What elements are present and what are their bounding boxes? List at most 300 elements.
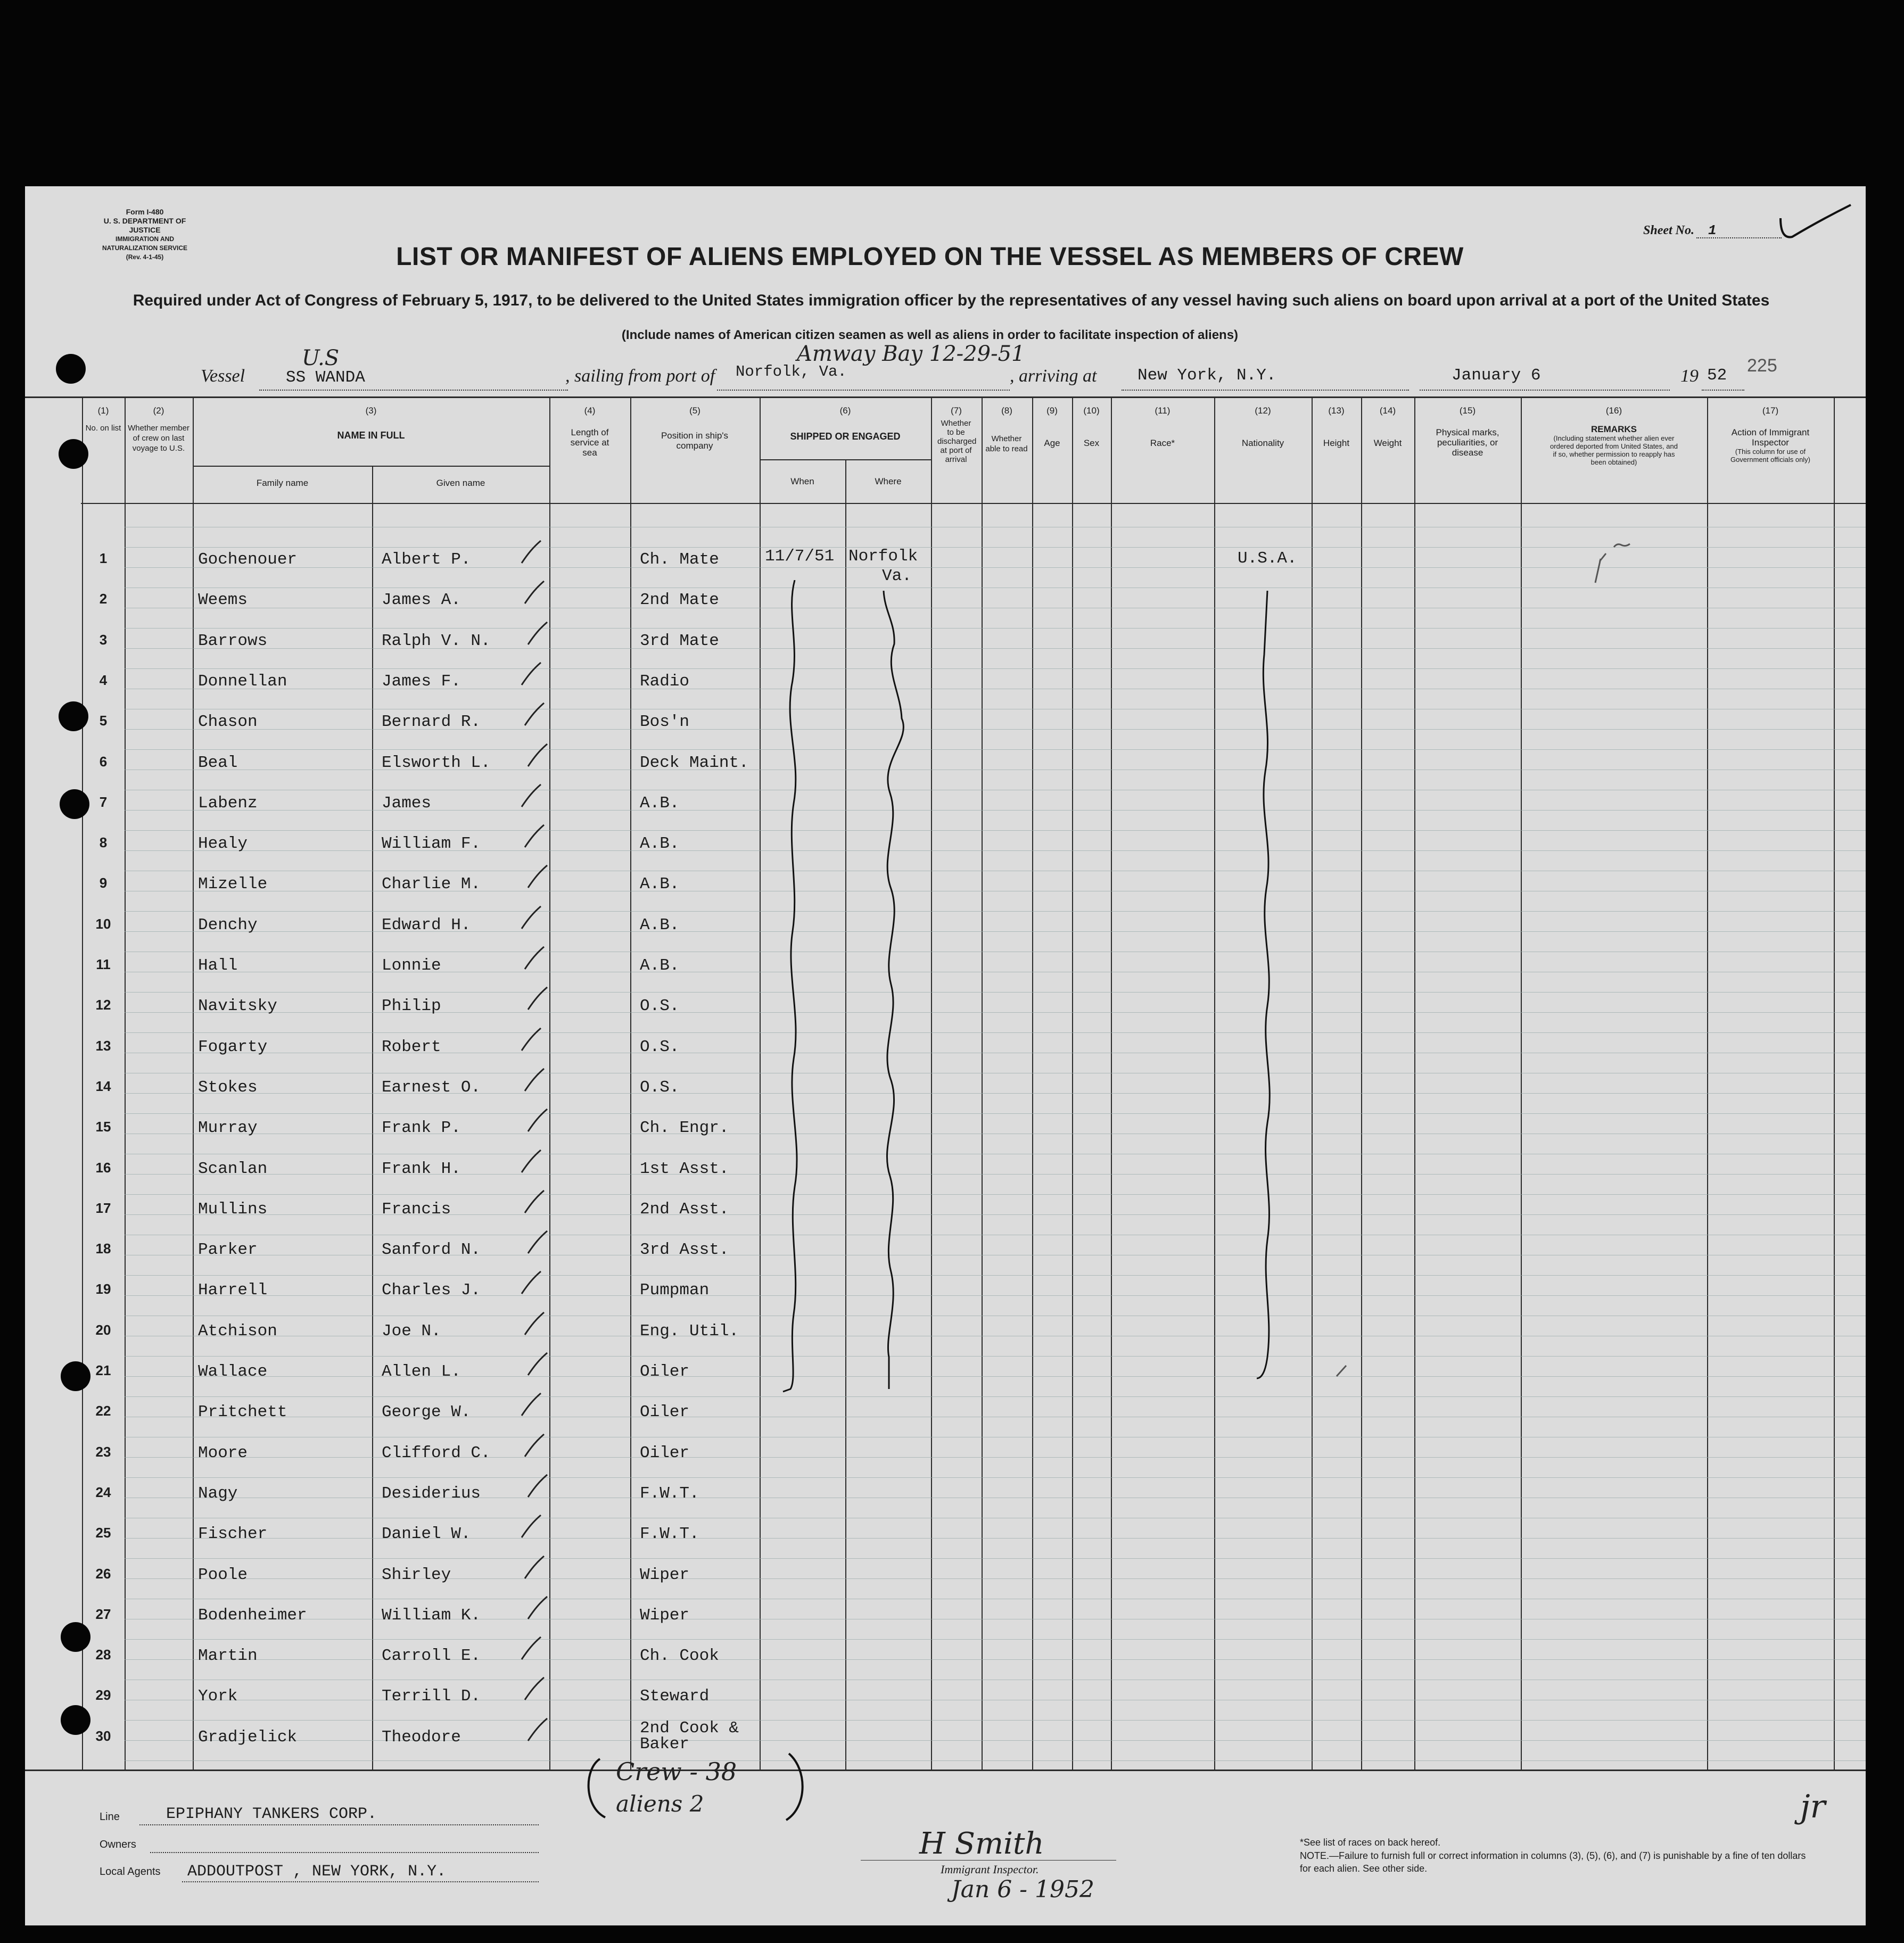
sheet-label: Sheet No. bbox=[1643, 224, 1694, 237]
line-value: EPIPHANY TANKERS CORP. bbox=[166, 1805, 377, 1823]
row-number: 3 bbox=[99, 632, 108, 648]
col15-header bbox=[1414, 406, 1521, 458]
given-name: Robert bbox=[382, 1038, 441, 1056]
col12-number: (12) bbox=[1255, 406, 1271, 416]
given-name: Philip bbox=[382, 997, 441, 1015]
position: F.W.T. bbox=[640, 1525, 699, 1543]
form-number: Form I-480 bbox=[126, 208, 164, 216]
given-name: Lonnie bbox=[382, 956, 441, 975]
position: Deck Maint. bbox=[640, 754, 749, 772]
table-row bbox=[25, 1687, 1866, 1727]
inspector-date: Jan 6 - 1952 bbox=[951, 1876, 1095, 1903]
family-name: Scanlan bbox=[198, 1160, 268, 1178]
col7-label: Whether to be discharged at port of arrival bbox=[937, 419, 977, 464]
col16-note: (Including statement whether alien ever ordered deported from United States, and if so, whether permission to reapply has been obtained) bbox=[1550, 434, 1678, 466]
row-number: 26 bbox=[95, 1566, 111, 1582]
position: F.W.T. bbox=[640, 1484, 699, 1503]
checkmark-icon bbox=[524, 1593, 550, 1625]
col2-header bbox=[125, 406, 193, 453]
checkmark-icon bbox=[524, 862, 550, 894]
col9-number: (9) bbox=[1046, 406, 1058, 416]
col8-label: Whether able to read bbox=[985, 434, 1028, 453]
nationality-value: U.S.A. bbox=[1238, 549, 1297, 568]
year-prefix: 19 bbox=[1680, 366, 1699, 386]
checkmark-icon bbox=[521, 1553, 547, 1585]
given-name: Ralph V. N. bbox=[382, 632, 491, 650]
manifest-sheet bbox=[25, 186, 1866, 1925]
checkmark-icon bbox=[517, 1147, 544, 1179]
sheet-number bbox=[1643, 222, 1792, 238]
position: 2nd Asst. bbox=[640, 1200, 729, 1219]
family-name: Fogarty bbox=[198, 1038, 268, 1056]
given-name: Edward H. bbox=[382, 916, 471, 935]
vessel-name: SS WANDA bbox=[286, 368, 365, 387]
table-row bbox=[25, 916, 1866, 956]
races-note: *See list of races on back hereof. bbox=[1300, 1837, 1441, 1848]
col11-header bbox=[1111, 406, 1214, 448]
position: A.B. bbox=[640, 875, 680, 894]
col6-number: (6) bbox=[839, 406, 851, 416]
col13-header bbox=[1312, 406, 1361, 448]
col3-label: NAME IN FULL bbox=[337, 430, 405, 441]
position: Radio bbox=[640, 672, 690, 691]
page-subtitle: Required under Act of Congress of February 5, 1917, to be delivered to the United States immigration officer by the representatives of any vessel having such aliens on board upon arrival at a port of the United States bbox=[133, 292, 1770, 309]
checkmark-icon bbox=[521, 1674, 547, 1706]
vessel-label: Vessel bbox=[201, 366, 245, 386]
position: Oiler bbox=[640, 1444, 690, 1462]
page-title: LIST OR MANIFEST OF ALIENS EMPLOYED ON THE VESSEL AS MEMBERS OF CREW bbox=[396, 243, 1464, 271]
table-row bbox=[25, 1119, 1866, 1159]
family-name: Atchison bbox=[198, 1322, 277, 1341]
position: Oiler bbox=[640, 1403, 690, 1421]
family-name: Stokes bbox=[198, 1078, 258, 1097]
given-name: Frank H. bbox=[382, 1160, 461, 1178]
checkmark-icon bbox=[521, 578, 547, 610]
inspector-signature: H Smith bbox=[919, 1826, 1044, 1861]
checkmark-icon bbox=[521, 1309, 547, 1341]
family-name: Murray bbox=[198, 1119, 258, 1137]
table-row bbox=[25, 1200, 1866, 1241]
arriving-port: New York, N.Y. bbox=[1138, 366, 1276, 385]
line-underline bbox=[139, 1824, 539, 1825]
table-top-border bbox=[25, 396, 1866, 398]
form-revision: (Rev. 4-1-45) bbox=[126, 253, 164, 261]
sheet-value: 1 bbox=[1708, 222, 1717, 238]
col9-label: Age bbox=[1044, 438, 1060, 448]
row-number: 22 bbox=[95, 1403, 111, 1419]
col3-number: (3) bbox=[365, 406, 377, 416]
position: O.S. bbox=[640, 1078, 680, 1097]
row-number: 8 bbox=[99, 834, 108, 850]
checkmark-icon bbox=[517, 1512, 544, 1544]
col3-family-header: Family name bbox=[256, 478, 309, 488]
position: Oiler bbox=[640, 1362, 690, 1381]
checkmark-icon bbox=[521, 1065, 547, 1097]
row-number: 13 bbox=[95, 1038, 111, 1054]
col12-label: Nationality bbox=[1241, 438, 1284, 448]
table-row bbox=[25, 875, 1866, 915]
col8-header bbox=[982, 406, 1032, 454]
family-name: Mizelle bbox=[198, 875, 268, 894]
date-underline bbox=[1420, 390, 1670, 391]
crew-count-note: Crew - 38 bbox=[616, 1757, 737, 1786]
col6-where-header: Where bbox=[875, 476, 902, 486]
line-label: Line bbox=[100, 1811, 120, 1823]
shipped-when: 11/7/51 bbox=[765, 547, 835, 566]
position: Ch. Engr. bbox=[640, 1119, 729, 1137]
family-name: Navitsky bbox=[198, 997, 277, 1015]
family-name: Mullins bbox=[198, 1200, 268, 1219]
punch-hole bbox=[61, 1705, 90, 1735]
position: Ch. Mate bbox=[640, 550, 719, 569]
family-name: Nagy bbox=[198, 1484, 238, 1503]
checkmark-icon bbox=[521, 1187, 547, 1219]
table-row bbox=[25, 1281, 1866, 1321]
col9-header bbox=[1032, 406, 1072, 448]
position: 3rd Mate bbox=[640, 632, 719, 650]
punch-hole bbox=[59, 439, 88, 469]
year-value: 52 bbox=[1707, 366, 1727, 385]
position: Bos'n bbox=[640, 713, 690, 731]
name-subheader-line bbox=[193, 466, 549, 467]
checkmark-icon bbox=[517, 1390, 544, 1422]
table-row bbox=[25, 1566, 1866, 1606]
position: 2nd Mate bbox=[640, 591, 719, 609]
table-row bbox=[25, 1322, 1866, 1362]
checkmark-icon bbox=[517, 781, 544, 813]
family-name: Weems bbox=[198, 591, 248, 609]
col13-number: (13) bbox=[1328, 406, 1345, 416]
table-row bbox=[25, 1484, 1866, 1525]
position: Eng. Util. bbox=[640, 1322, 739, 1341]
col5-label: Position in ship's company bbox=[661, 431, 729, 451]
given-name: James F. bbox=[382, 672, 461, 691]
agents-label: Local Agents bbox=[100, 1866, 161, 1878]
position: A.B. bbox=[640, 916, 680, 935]
punch-hole bbox=[59, 701, 88, 731]
family-name: Beal bbox=[198, 754, 238, 772]
checkmark-icon bbox=[521, 700, 547, 732]
given-name: Theodore bbox=[382, 1728, 461, 1747]
given-name: Daniel W. bbox=[382, 1525, 471, 1543]
agents-value: ADDOUTPOST , NEW YORK, N.Y. bbox=[187, 1863, 447, 1881]
row-number: 25 bbox=[95, 1525, 111, 1541]
shipped-where: Norfolk bbox=[848, 547, 918, 566]
col5-number: (5) bbox=[689, 406, 700, 416]
family-name: Gradjelick bbox=[198, 1728, 298, 1747]
col1-header bbox=[82, 406, 125, 433]
checkmark-icon bbox=[524, 984, 550, 1016]
row-number: 10 bbox=[95, 916, 111, 932]
row-number: 30 bbox=[95, 1728, 111, 1744]
given-name: Desiderius bbox=[382, 1484, 481, 1503]
family-name: Pritchett bbox=[198, 1403, 287, 1421]
col14-number: (14) bbox=[1379, 406, 1396, 416]
col7-number: (7) bbox=[951, 406, 962, 416]
remarks-tick-mark bbox=[1585, 538, 1638, 585]
given-name: Albert P. bbox=[382, 550, 471, 569]
family-name: Denchy bbox=[198, 916, 258, 935]
given-name: Earnest O. bbox=[382, 1078, 481, 1097]
position: Wiper bbox=[640, 1566, 690, 1584]
table-row bbox=[25, 1038, 1866, 1078]
checkmark-icon bbox=[517, 538, 544, 569]
checkmark-icon bbox=[517, 1025, 544, 1057]
col16-number: (16) bbox=[1605, 406, 1622, 416]
checkmark-icon bbox=[521, 1431, 547, 1463]
col7-header bbox=[931, 406, 982, 464]
punch-hole bbox=[56, 354, 86, 384]
col3-given-header: Given name bbox=[436, 478, 485, 488]
position: A.B. bbox=[640, 956, 680, 975]
position: A.B. bbox=[640, 794, 680, 813]
col6-label: SHIPPED OR ENGAGED bbox=[790, 431, 901, 442]
family-name: Bodenheimer bbox=[198, 1606, 307, 1625]
family-name: Hall bbox=[198, 956, 238, 975]
col16-header bbox=[1521, 406, 1707, 466]
col16-label: REMARKS bbox=[1591, 424, 1637, 434]
table-row bbox=[25, 1160, 1866, 1200]
sailing-port-handwritten: Amway Bay 12-29-51 bbox=[797, 342, 1025, 366]
vessel-prefix-handwritten: U.S bbox=[302, 346, 340, 370]
col1-number: (1) bbox=[97, 406, 109, 416]
page-stamp: 225 bbox=[1747, 355, 1777, 376]
form-service: IMMIGRATION AND NATURALIZATION SERVICE bbox=[102, 235, 187, 252]
table-row bbox=[25, 794, 1866, 834]
col4-number: (4) bbox=[584, 406, 596, 416]
col11-label: Race* bbox=[1150, 438, 1175, 448]
position: A.B. bbox=[640, 834, 680, 853]
row-number: 24 bbox=[95, 1484, 111, 1500]
table-row bbox=[25, 997, 1866, 1037]
sailing-port: Norfolk, Va. bbox=[736, 363, 847, 381]
given-name: Shirley bbox=[382, 1566, 451, 1584]
row-number: 12 bbox=[95, 997, 111, 1013]
row-number: 29 bbox=[95, 1687, 111, 1703]
row-number: 23 bbox=[95, 1444, 111, 1460]
table-row bbox=[25, 1525, 1866, 1565]
given-name: Clifford C. bbox=[382, 1444, 491, 1462]
given-name: Francis bbox=[382, 1200, 451, 1219]
col4-header bbox=[549, 406, 630, 458]
owners-label: Owners bbox=[100, 1839, 136, 1850]
col17-header bbox=[1707, 406, 1834, 464]
col2-number: (2) bbox=[153, 406, 164, 416]
checkmark-icon bbox=[517, 1634, 544, 1666]
remarks-tick-mark-2 bbox=[1334, 1362, 1350, 1378]
table-row bbox=[25, 591, 1866, 631]
family-name: Healy bbox=[198, 834, 248, 853]
col14-header bbox=[1361, 406, 1414, 448]
col15-label: Physical marks, peculiarities, or disease bbox=[1436, 427, 1499, 458]
given-name: Carroll E. bbox=[382, 1647, 481, 1665]
checkmark-icon bbox=[517, 903, 544, 935]
position: Steward bbox=[640, 1687, 710, 1706]
row-number: 19 bbox=[95, 1281, 111, 1297]
row-number: 21 bbox=[95, 1362, 111, 1378]
family-name: Gochenouer bbox=[198, 550, 298, 569]
position: 2nd Cook & Baker bbox=[640, 1719, 739, 1754]
family-name: Harrell bbox=[198, 1281, 268, 1300]
ditto-mark-when bbox=[776, 580, 818, 1394]
row-number: 11 bbox=[96, 956, 111, 972]
given-name: James bbox=[382, 794, 432, 813]
col6-header bbox=[760, 406, 931, 442]
checkmark-icon bbox=[521, 822, 547, 854]
position: 3rd Asst. bbox=[640, 1241, 729, 1259]
col10-number: (10) bbox=[1083, 406, 1100, 416]
given-name: George W. bbox=[382, 1403, 471, 1421]
given-name: Terrill D. bbox=[382, 1687, 481, 1706]
table-row bbox=[25, 1078, 1866, 1119]
col4-label: Length of service at sea bbox=[570, 427, 609, 458]
col2-label: Whether member of crew on last voyage to U.S. bbox=[128, 424, 189, 453]
ditto-mark-nationality bbox=[1249, 591, 1292, 1384]
col11-number: (11) bbox=[1155, 406, 1171, 416]
checkmark-icon bbox=[524, 1350, 550, 1382]
given-name: Charlie M. bbox=[382, 875, 481, 894]
row-number: 7 bbox=[99, 794, 108, 810]
col12-header bbox=[1214, 406, 1312, 448]
checkmark-icon bbox=[524, 741, 550, 773]
header-bottom-border bbox=[81, 503, 1866, 504]
family-name: Barrows bbox=[198, 632, 268, 650]
page-subtitle-note: (Include names of American citizen seamen as well as aliens in order to facilitate inspection of aliens) bbox=[621, 328, 1239, 342]
given-name: Frank P. bbox=[382, 1119, 461, 1137]
row-number: 17 bbox=[95, 1200, 111, 1216]
col10-header bbox=[1072, 406, 1111, 448]
checkmark-icon bbox=[524, 1715, 550, 1747]
row-number: 6 bbox=[99, 754, 108, 770]
row-number: 14 bbox=[95, 1078, 111, 1094]
vessel-underline bbox=[259, 390, 568, 391]
agents-underline bbox=[182, 1881, 539, 1882]
inspector-label: Immigrant Inspector. bbox=[941, 1863, 1039, 1876]
punch-hole bbox=[61, 1622, 90, 1652]
aliens-count-note: aliens 2 bbox=[616, 1791, 704, 1817]
row-number: 9 bbox=[99, 875, 108, 891]
row-number: 20 bbox=[95, 1322, 111, 1338]
signature-underline bbox=[861, 1860, 1116, 1861]
given-name: William F. bbox=[382, 834, 481, 853]
col17-note: (This column for use of Government officials only) bbox=[1730, 448, 1811, 464]
col3-header bbox=[193, 406, 549, 441]
col1-label: No. on list bbox=[85, 424, 121, 433]
sheet-underline bbox=[1696, 237, 1782, 238]
table-row bbox=[25, 754, 1866, 794]
row-number: 5 bbox=[99, 713, 108, 729]
col5-header bbox=[630, 406, 760, 451]
family-name: Fischer bbox=[198, 1525, 268, 1543]
table-row bbox=[25, 1719, 1866, 1768]
checkmark-icon bbox=[1776, 202, 1856, 250]
row-number: 2 bbox=[99, 591, 108, 607]
arriving-underline bbox=[1122, 390, 1409, 391]
given-name: William K. bbox=[382, 1606, 481, 1625]
penalty-note: NOTE.—Failure to furnish full or correct information in columns (3), (5), (6), and (7) is punishable by a fine of ten dollars for each alien. See other side. bbox=[1300, 1850, 1806, 1874]
checkmark-icon bbox=[524, 1471, 550, 1503]
form-department: U. S. DEPARTMENT OF JUSTICE bbox=[103, 217, 186, 234]
table-row bbox=[25, 1444, 1866, 1484]
table-row bbox=[25, 1241, 1866, 1281]
table-row bbox=[25, 632, 1866, 672]
row-number: 16 bbox=[95, 1160, 111, 1176]
table-row bbox=[25, 956, 1866, 997]
checkmark-icon bbox=[521, 944, 547, 975]
given-name: Elsworth L. bbox=[382, 754, 491, 772]
row-number: 28 bbox=[95, 1647, 111, 1663]
position: O.S. bbox=[640, 1038, 680, 1056]
position: Pumpman bbox=[640, 1281, 710, 1300]
family-name: Martin bbox=[198, 1647, 258, 1665]
year-underline bbox=[1702, 390, 1744, 391]
checkmark-icon bbox=[524, 1106, 550, 1138]
position: 1st Asst. bbox=[640, 1160, 729, 1178]
position: O.S. bbox=[640, 997, 680, 1015]
owners-underline bbox=[150, 1852, 539, 1853]
position: Wiper bbox=[640, 1606, 690, 1625]
col17-label: Action of Immigrant Inspector bbox=[1731, 427, 1810, 448]
table-row bbox=[25, 1403, 1866, 1443]
given-name: Allen L. bbox=[382, 1362, 461, 1381]
sailing-label: , sailing from port of bbox=[565, 366, 715, 386]
ditto-mark-where bbox=[863, 591, 922, 1394]
position: Ch. Cook bbox=[640, 1647, 719, 1665]
given-name: Joe N. bbox=[382, 1322, 441, 1341]
given-name: Bernard R. bbox=[382, 713, 481, 731]
checkmark-icon bbox=[524, 619, 550, 651]
family-name: Parker bbox=[198, 1241, 258, 1259]
row-number: 15 bbox=[95, 1119, 111, 1135]
checkmark-icon bbox=[524, 1228, 550, 1260]
given-name: Charles J. bbox=[382, 1281, 481, 1300]
family-name: Poole bbox=[198, 1566, 248, 1584]
row-number: 27 bbox=[95, 1606, 111, 1622]
col13-label: Height bbox=[1323, 438, 1350, 448]
arrival-date: January 6 bbox=[1452, 366, 1541, 385]
punch-hole bbox=[60, 789, 89, 819]
family-name: York bbox=[198, 1687, 238, 1706]
port-underline bbox=[717, 390, 1010, 391]
col8-number: (8) bbox=[1001, 406, 1012, 416]
family-name: Donnellan bbox=[198, 672, 287, 691]
shipped-where-state: Va. bbox=[882, 567, 912, 585]
given-name: Sanford N. bbox=[382, 1241, 481, 1259]
checkmark-icon bbox=[517, 1268, 544, 1300]
col17-number: (17) bbox=[1762, 406, 1779, 416]
col15-number: (15) bbox=[1459, 406, 1476, 416]
checkmark-icon bbox=[517, 659, 544, 691]
col6-when-header: When bbox=[790, 476, 814, 486]
family-name: Moore bbox=[198, 1444, 248, 1462]
arriving-label: , arriving at bbox=[1010, 366, 1097, 386]
table-row bbox=[25, 1606, 1866, 1647]
row-number: 4 bbox=[99, 672, 108, 688]
table-row bbox=[25, 1647, 1866, 1687]
family-name: Chason bbox=[198, 713, 258, 731]
table-row bbox=[25, 834, 1866, 875]
table-bottom-border bbox=[25, 1770, 1866, 1771]
punch-hole bbox=[61, 1361, 90, 1391]
given-name: James A. bbox=[382, 591, 461, 609]
inspector-initials: jr bbox=[1800, 1788, 1826, 1825]
table-row bbox=[25, 713, 1866, 753]
table-row bbox=[25, 672, 1866, 713]
row-number: 1 bbox=[99, 550, 108, 566]
table-row bbox=[25, 1362, 1866, 1403]
row-number: 18 bbox=[95, 1241, 111, 1256]
family-name: Labenz bbox=[198, 794, 258, 813]
